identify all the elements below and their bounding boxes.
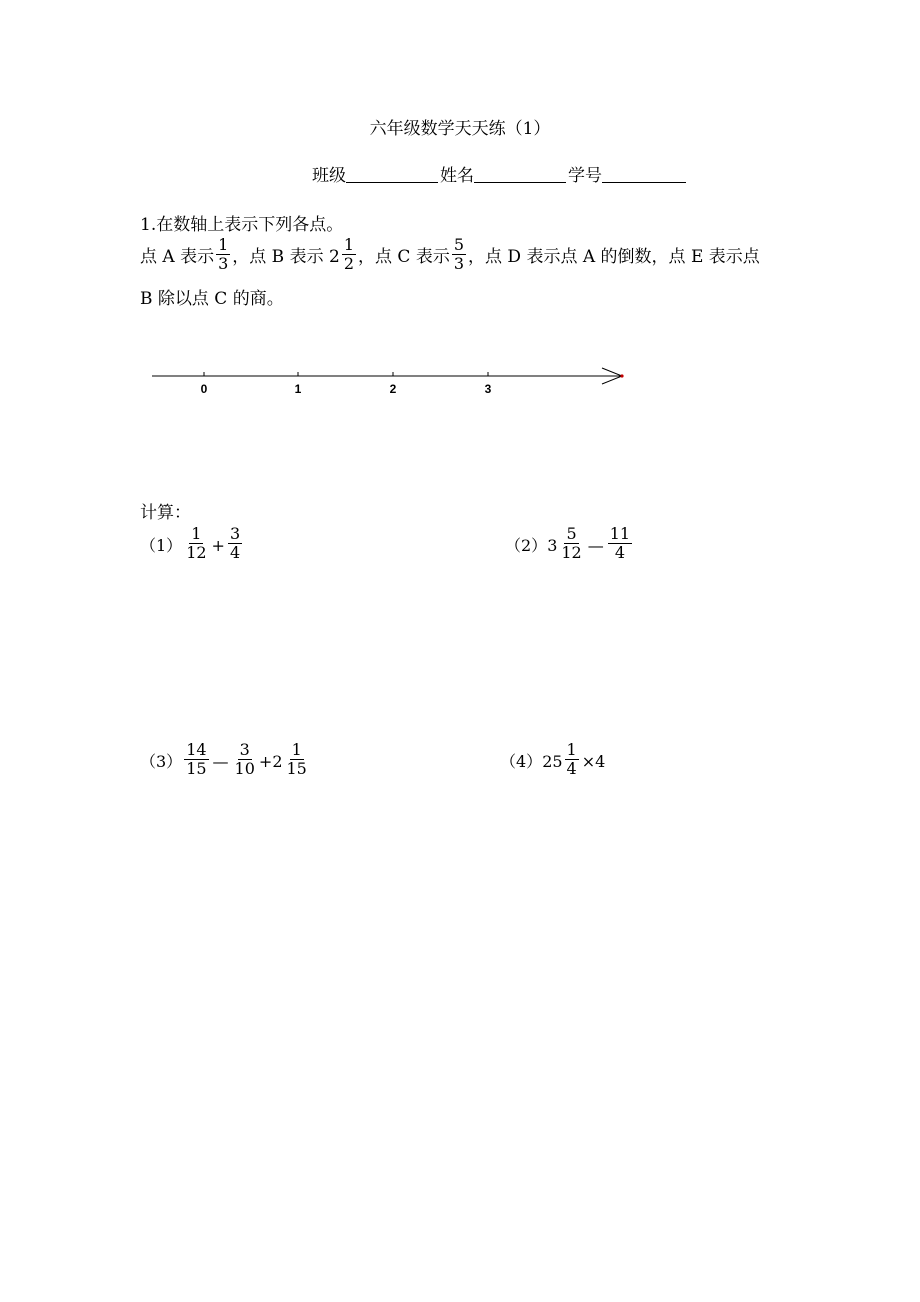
fraction-a-numerator: 1: [218, 235, 229, 254]
fraction-b: [342, 236, 356, 273]
p2-fraction-1: [559, 525, 583, 562]
p2-fraction-2: [608, 525, 632, 562]
p1-fraction-1: [184, 525, 208, 562]
fraction-c-numerator: 5: [453, 235, 465, 254]
p2-operator: —: [587, 536, 604, 555]
question-1-text: [140, 233, 760, 281]
problem-1: [140, 522, 244, 570]
p3-f2-num: 3: [239, 740, 250, 759]
q1-seg3: ，点 C 表示: [358, 247, 450, 267]
p1-f2-num: 3: [229, 524, 241, 543]
p4-f1-den: 4: [566, 759, 577, 778]
class-blank[interactable]: [346, 166, 438, 183]
p3-f3-num: 1: [291, 740, 302, 759]
page-title: 六年级数学天天练（1）: [369, 119, 551, 139]
fraction-a-denominator: 3: [218, 254, 229, 273]
p2-f2-den: 4: [614, 543, 625, 562]
p3-f2-den: 10: [234, 759, 255, 778]
problem-2-label: （2）: [505, 536, 548, 555]
tick-label-0: 0: [200, 382, 208, 396]
number-line[interactable]: [150, 365, 630, 401]
p3-operator-2: +2: [258, 752, 283, 771]
p2-f1-num: 5: [566, 524, 577, 543]
problem-4: [500, 738, 606, 786]
p1-f1-den: 12: [186, 543, 207, 562]
q1-seg1: 点 A 表示: [140, 247, 215, 267]
calc-heading: 计算：: [140, 503, 191, 523]
id-blank[interactable]: [602, 166, 686, 183]
problem-3-label: （3）: [140, 752, 183, 771]
question-1-heading: 1.在数轴上表示下列各点。: [140, 215, 344, 235]
p2-f2-num: 11: [609, 524, 631, 543]
p3-operator-1: —: [212, 752, 229, 771]
tick-label-1: 1: [294, 382, 302, 396]
p3-f3-den: 15: [286, 759, 307, 778]
fraction-c-denominator: 3: [453, 254, 465, 273]
p1-operator: +: [211, 536, 225, 555]
p1-fraction-2: [228, 525, 242, 562]
fraction-b-numerator: 1: [343, 235, 354, 254]
p3-fraction-3: [285, 741, 309, 778]
question-1-text-cont: B 除以点 C 的商。: [140, 289, 284, 309]
p3-fraction-2: [233, 741, 257, 778]
p1-f1-num: 1: [191, 524, 202, 543]
p1-f2-den: 4: [229, 543, 241, 562]
tick-label-2: 2: [389, 382, 397, 396]
name-label: 姓名: [440, 166, 474, 186]
name-blank[interactable]: [474, 166, 566, 183]
p2-whole: 3: [547, 536, 558, 555]
q1-seg4: ，点 D 表示点 A 的倒数，点 E 表示点: [468, 247, 760, 267]
p2-f1-den: 12: [561, 543, 582, 562]
p3-fraction-1: [184, 741, 208, 778]
problem-3: [140, 738, 311, 786]
p4-operator: ×4: [581, 752, 606, 771]
fraction-a: [216, 236, 230, 273]
p3-f1-num: 14: [186, 740, 207, 759]
p4-f1-num: 1: [566, 740, 577, 759]
arrow-tip-dot: [620, 374, 623, 377]
id-label: 学号: [568, 166, 602, 186]
problem-4-label: （4）: [500, 752, 543, 771]
q1-seg2: ，点 B 表示 2: [232, 247, 340, 267]
problem-2: [505, 522, 634, 570]
p4-fraction-1: [565, 741, 579, 778]
p3-f1-den: 15: [186, 759, 207, 778]
fraction-b-denominator: 2: [343, 254, 354, 273]
p4-whole: 25: [542, 752, 563, 771]
tick-label-3: 3: [484, 382, 492, 396]
problem-1-label: （1）: [140, 536, 183, 555]
student-info-line: [312, 161, 688, 186]
fraction-c: [452, 236, 466, 273]
class-label: 班级: [312, 166, 346, 186]
